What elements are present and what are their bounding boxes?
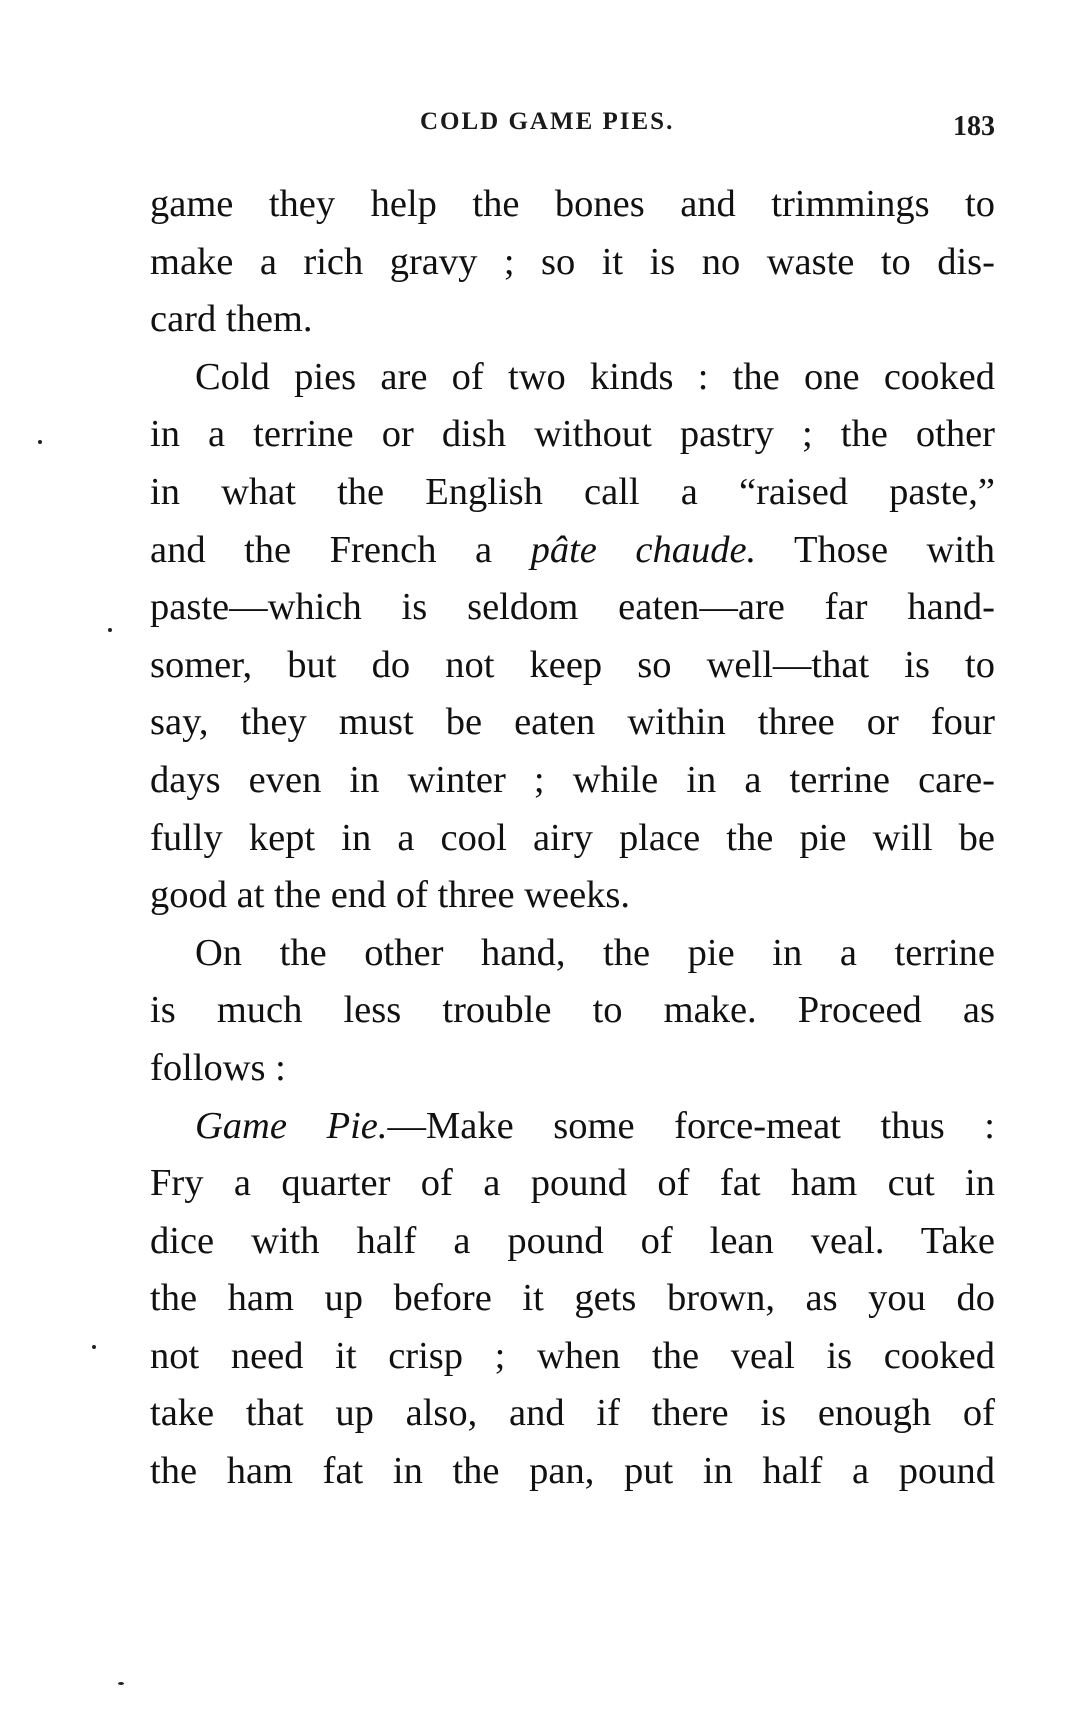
text-line: the ham fat in the pan, put in half a pound [150, 1450, 995, 1493]
running-head [150, 108, 995, 148]
body-text [150, 176, 995, 1501]
scan-speck [92, 1345, 96, 1349]
text-line: make a rich gravy ; so it is no waste to dis- [150, 240, 995, 283]
italic-phrase: pâte chaude. [530, 528, 757, 571]
paragraph-start-line-mixed [150, 1098, 995, 1156]
text-line: say, they must be eaten within three or four [150, 701, 995, 744]
text-line: game they help the bones and trimmings to [150, 183, 995, 225]
text-line: in a terrine or dish without pastry ; the other [150, 413, 995, 456]
recipe-title: Game Pie. [195, 1104, 388, 1147]
text-line: not need it crisp ; when the veal is cooked [150, 1334, 995, 1377]
text-line: the ham up before it gets brown, as you do [150, 1277, 995, 1320]
text-fragment: Those with [793, 528, 995, 571]
page-number: 183 [953, 111, 995, 142]
text-line-mixed [150, 522, 995, 580]
text-line: somer, but do not keep so well—that is to [150, 643, 995, 686]
text-line: take that up also, and if there is enough of [150, 1392, 995, 1435]
text-line: is much less trouble to make. Proceed as [150, 989, 995, 1032]
text-line: Fry a quarter of a pound of fat ham cut in [150, 1162, 995, 1205]
paragraph-start-line: Cold pies are of two kinds : the one cooked [195, 355, 995, 398]
text-line: dice with half a pound of lean veal. Take [150, 1219, 995, 1262]
text-line: days even in winter ; while in a terrine care- [150, 758, 995, 801]
scan-speck [118, 1682, 124, 1685]
text-line: good at the end of three weeks. [150, 874, 631, 917]
text-line: in what the English call a “raised paste,” [150, 470, 995, 513]
scan-speck [38, 440, 42, 444]
text-line: fully kept in a cool airy place the pie will be [150, 816, 995, 859]
text-line: paste—which is seldom eaten—are far hand- [150, 586, 995, 629]
text-line: card them. [150, 298, 313, 341]
text-fragment: —Make some force-meat thus : [387, 1104, 995, 1147]
scan-speck [108, 628, 112, 632]
running-title: COLD GAME PIES. [420, 108, 675, 135]
paragraph-start-line: On the other hand, the pie in a terrine [195, 931, 995, 974]
text-line: follows : [150, 1046, 286, 1089]
text-fragment: and the French a [150, 528, 493, 571]
